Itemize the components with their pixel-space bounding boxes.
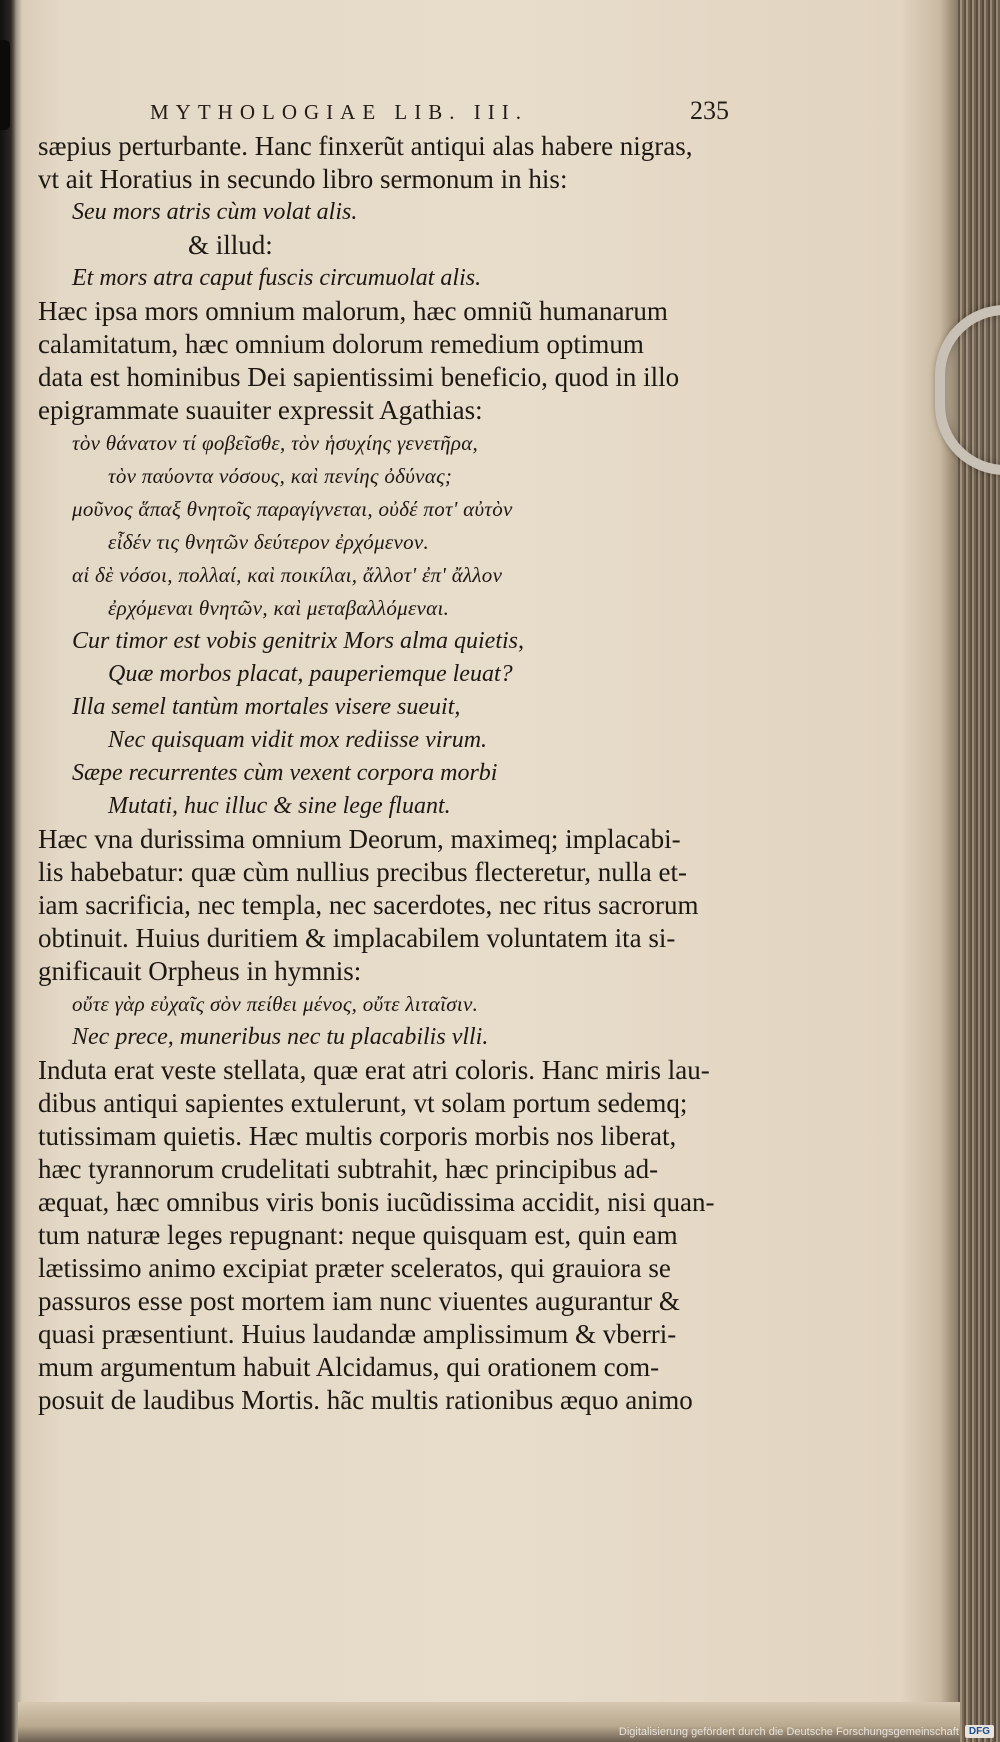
text-line: iam sacrificia, nec templa, nec sacerdotes, nec ritus sacrorum — [38, 890, 699, 920]
text-line: hæc tyrannorum crudelitati subtrahit, hæc principibus ad- — [38, 1154, 659, 1184]
text-line: tutissimam quietis. Hæc multis corporis morbis nos liberat, — [38, 1121, 677, 1151]
binding-shadow — [0, 0, 16, 1742]
text-line: æquat, hæc omnibus viris bonis iucũdissima accidit, nisi quan- — [38, 1187, 715, 1217]
latin-verse-line: Illa semel tantùm mortales visere sueuit, — [72, 694, 461, 720]
latin-verse-line: Nec prece, muneribus nec tu placabilis vlli. — [72, 1024, 489, 1050]
text-line: calamitatum, hæc omnium dolorum remedium optimum — [38, 329, 644, 359]
text-line: obtinuit. Huius duritiem & implacabilem voluntatem ita si- — [38, 923, 676, 953]
text-line: sæpius perturbante. Hanc finxerũt antiqui alas habere nigras, — [38, 131, 693, 161]
greek-verse-line: μοῦνος ἅπαξ θνητοῖς παραγίγνεται, οὐδέ ποτ' αὐτὸν — [72, 497, 513, 521]
text-line: lætissimo animo excipiat præter sceleratos, qui grauiora se — [38, 1253, 671, 1283]
greek-verse-line: τὸν παύοντα νόσους, καὶ πενίης ὀδύνας; — [108, 464, 453, 488]
latin-verse-line: Quæ morbos placat, pauperiemque leuat? — [108, 661, 513, 687]
greek-verse-line: εἶδέν τις θνητῶν δεύτερον ἐρχόμενον. — [108, 530, 430, 554]
latin-verse-line: Mutati, huc illuc & sine lege fluant. — [108, 793, 451, 819]
latin-verse-line: Seu mors atris cùm volat alis. — [72, 199, 358, 225]
page-number: 235 — [690, 96, 729, 125]
text-line: gnificauit Orpheus in hymnis: — [38, 956, 362, 986]
text-line: & illud: — [188, 230, 273, 260]
latin-verse-line: Nec quisquam vidit mox rediisse virum. — [108, 727, 488, 753]
text-line: tum naturæ leges repugnant: neque quisquam est, quin eam — [38, 1220, 678, 1250]
text-line: vt ait Horatius in secundo libro sermonum in his: — [38, 164, 568, 194]
text-block — [38, 130, 738, 1417]
text-line: Hæc vna durissima omnium Deorum, maximeq; implacabi- — [38, 824, 681, 854]
text-line: Induta erat veste stellata, quæ erat atri coloris. Hanc miris lau- — [38, 1055, 710, 1085]
latin-verse-line: Sæpe recurrentes cùm vexent corpora morbi — [72, 760, 498, 786]
text-line: passuros esse post mortem iam nunc viuentes augurantur & — [38, 1286, 680, 1316]
text-line: Hæc ipsa mors omnium malorum, hæc omniũ humanarum — [38, 296, 668, 326]
footer-credit-text: Digitalisierung gefördert durch die Deutsche Forschungsgemeinschaft — [618, 1725, 959, 1738]
latin-verse-line: Et mors atra caput fuscis circumuolat alis. — [72, 265, 482, 291]
text-line: dibus antiqui sapientes extulerunt, vt solam portum sedemq; — [38, 1088, 688, 1118]
page-edges — [958, 0, 1000, 1742]
greek-verse-line: αἱ δὲ νόσοι, πολλαί, καὶ ποικίλαι, ἄλλοτ' ἐπ' ἄλλον — [72, 563, 503, 587]
dfg-logo: DFG — [965, 1725, 994, 1738]
latin-verse-line: Cur timor est vobis genitrix Mors alma quietis, — [72, 628, 524, 654]
greek-verse-line: ἐρχόμεναι θνητῶν, καὶ μεταβαλλόμεναι. — [108, 596, 450, 620]
text-line: lis habebatur: quæ cùm nullius precibus flecteretur, nulla et- — [38, 857, 687, 887]
text-line: posuit de laudibus Mortis. hãc multis rationibus æquo animo — [38, 1385, 693, 1415]
text-line: data est hominibus Dei sapientissimi beneficio, quod in illo — [38, 362, 680, 392]
text-line: epigrammate suauiter expressit Agathias: — [38, 395, 483, 425]
text-line: quasi præsentiunt. Huius laudandæ amplissimum & vberri- — [38, 1319, 677, 1349]
running-title: MYTHOLOGIAE LIB. III. — [150, 100, 528, 124]
greek-verse-line: τὸν θάνατον τί φοβεῖσθε, τὸν ἡσυχίης γενετῆρα, — [72, 431, 479, 455]
footer-credit — [619, 1725, 994, 1738]
greek-verse-line: οὔτε γὰρ εὐχαῖς σὸν πείθει μένος, οὔτε λιταῖσιν. — [72, 992, 479, 1016]
text-line: mum argumentum habuit Alcidamus, qui orationem com- — [38, 1352, 660, 1382]
binding-tab — [0, 40, 10, 130]
